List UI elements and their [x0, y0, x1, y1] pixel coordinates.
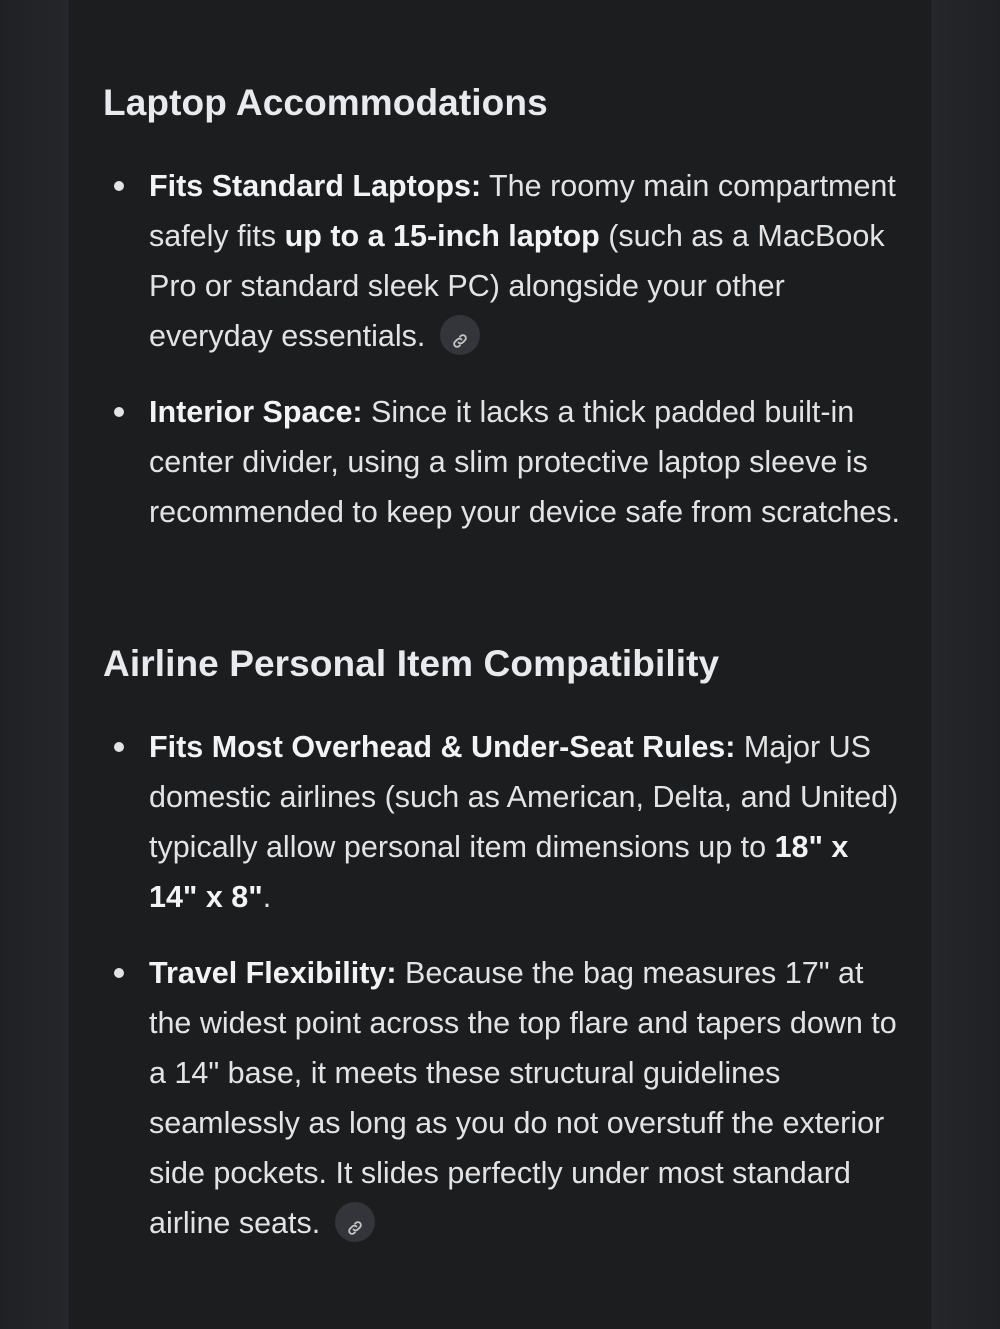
response-content: [69, 0, 931, 1329]
source-link-button[interactable]: [440, 315, 480, 355]
list-item: [69, 722, 931, 922]
item-label: Fits Most Overhead & Under-Seat Rules:: [149, 730, 736, 764]
bullet-icon: [114, 742, 124, 752]
item-text-after: .: [262, 880, 272, 914]
link-icon: [346, 1219, 364, 1237]
section-heading-laptop: Laptop Accommodations: [103, 82, 548, 123]
section-heading-airline: Airline Personal Item Compatibility: [103, 643, 720, 684]
item-label: Fits Standard Laptops:: [149, 169, 482, 203]
airline-bullet-list: [69, 722, 931, 1248]
source-link-button[interactable]: [335, 1202, 375, 1242]
item-text: Because the bag measures 17" at the widest point across the top flare and tapers down to a 14" base, it meets these structural guidelines seamlessly as long as you do not overstuff the exterior side pockets. It slides perfectly under most standard airline seats.: [149, 956, 897, 1240]
link-icon: [451, 332, 469, 350]
item-text: Since it lacks a thick padded built-in center divider, using a slim protective laptop sleeve is recommended to keep your device safe from scratches.: [149, 395, 900, 529]
item-emphasis: 18" x 14" x 8": [149, 830, 849, 914]
bullet-icon: [114, 968, 124, 978]
list-item: [69, 948, 931, 1248]
item-text: Major US domestic airlines (such as American, Delta, and United) typically allow personal item dimensions up to: [149, 730, 899, 864]
list-item: [69, 387, 931, 537]
item-text-after: (such as a MacBook Pro or standard sleek PC) alongside your other everyday essentials.: [149, 219, 885, 353]
item-label: Interior Space:: [149, 395, 363, 429]
bullet-icon: [114, 181, 124, 191]
bullet-icon: [114, 407, 124, 417]
item-label: Travel Flexibility:: [149, 956, 397, 990]
item-text: The roomy main compartment safely fits: [149, 169, 896, 253]
laptop-bullet-list: [69, 161, 931, 537]
item-emphasis: up to a 15-inch laptop: [284, 219, 600, 253]
list-item: [69, 161, 931, 361]
